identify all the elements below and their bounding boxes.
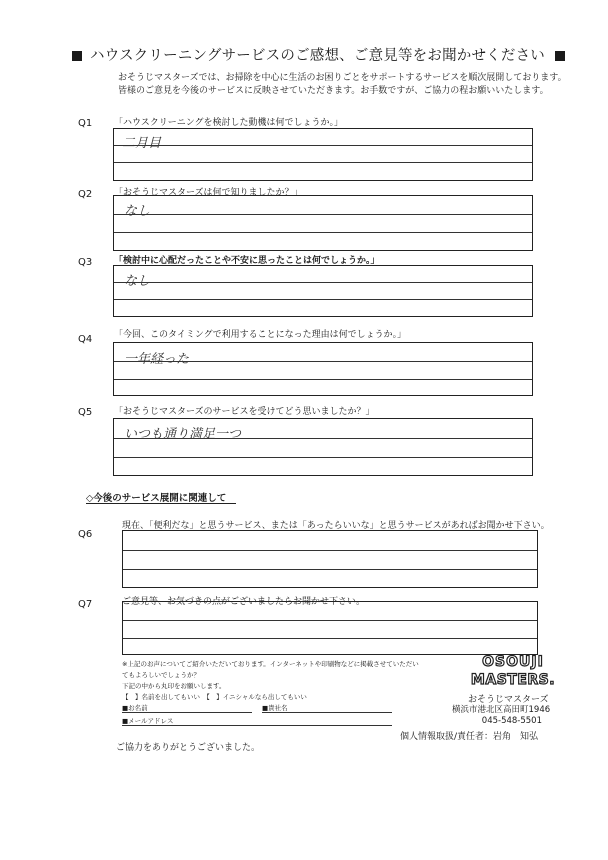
name-field[interactable] — [122, 712, 252, 713]
question-number: Q5 — [78, 407, 93, 418]
handwritten-answer: なし — [124, 274, 151, 289]
address-line: 横浜市港北区高田町1946 — [452, 705, 551, 715]
company-field[interactable] — [262, 712, 392, 713]
answer-box-q1[interactable] — [113, 128, 533, 181]
note-line: 下記の中から丸印をお願いします。 — [122, 682, 226, 690]
section-heading: ◇今後のサービス展開に関連して — [86, 493, 227, 504]
question-text: 「おそうじマスターズは何で知りましたか？」 — [114, 188, 303, 198]
question-text: 「今回、このタイミングで利用することになった理由は何でしょうか。」 — [114, 330, 407, 340]
question-number: Q7 — [78, 599, 93, 610]
answer-box-q2[interactable] — [113, 195, 533, 251]
question-text: 現在、「便利だな」と思うサービス、または「あったらいいな」と思うサービスがあればお聞かせ下さい。 — [122, 521, 550, 531]
answer-box-q7[interactable] — [122, 601, 538, 655]
square-bullet-icon — [555, 51, 565, 61]
question-text: ご意見等、お気づきの点がございましたらお聞かせ下さい。 — [122, 597, 366, 607]
question-text: 「検討中に心配だったことや不安に思ったことは何でしょうか。」 — [114, 256, 380, 266]
square-bullet-icon — [72, 51, 82, 61]
intro-line: おそうじマスターズでは、お掃除を中心に生活のお困りごとをサポートするサービスを順次展開しております。 — [118, 73, 567, 83]
company-name: おそうじマスターズ — [468, 695, 549, 705]
company-logo — [468, 650, 558, 690]
question-number: Q3 — [78, 257, 93, 268]
thanks-text: ご協力をありがとうございました。 — [116, 743, 261, 753]
intro-line: 皆様のご意見を今後のサービスに反映させていただきます。お手数ですが、ご協力の程お願いいたします。 — [118, 86, 549, 96]
handwritten-answer: いつも通り満足一つ — [124, 427, 242, 442]
page-title — [72, 44, 572, 65]
handwritten-answer: なし — [124, 204, 151, 219]
note-line: ※上記のお声についてご紹介いただいております。インターネットや印刷物などに掲載させていただいてもよろしいでしょうか？ — [122, 660, 419, 679]
question-text: 「おそうじマスターズのサービスを受けてどう思いましたか？」 — [114, 407, 375, 417]
logo-line-1: OSOUJI — [482, 654, 544, 670]
name-label: ■お名前 — [122, 704, 148, 712]
question-number: Q4 — [78, 334, 93, 345]
question-number: Q6 — [78, 529, 93, 540]
email-field[interactable] — [122, 725, 392, 726]
question-number: Q2 — [78, 189, 93, 200]
privacy-officer: 個人情報取扱/責任者：岩角 知弘 — [400, 732, 539, 742]
intro-text — [118, 72, 568, 98]
company-address — [452, 705, 551, 727]
handwritten-answer: 一年経った — [124, 352, 190, 367]
title-text: ハウスクリーニングサービスのご感想、ご意見等をお聞かせください — [90, 48, 545, 64]
company-label: ■貴社名 — [262, 704, 288, 712]
consent-options[interactable]: 【 】名前を出してもいい 【 】イニシャルなら出してもいい — [122, 693, 307, 701]
handwritten-answer: 二月目 — [122, 136, 162, 151]
phone-number: 045-548-5501 — [481, 716, 542, 726]
logo-line-2: MASTERS. — [470, 672, 556, 688]
consent-note — [122, 659, 422, 703]
answer-box-q3[interactable] — [113, 265, 533, 317]
question-text: 「ハウスクリーニングを検討した動機は何でしょうか。」 — [114, 118, 344, 128]
section-underline — [86, 503, 236, 504]
question-number: Q1 — [78, 118, 93, 129]
answer-box-q6[interactable] — [122, 530, 538, 588]
email-label: ■メールアドレス — [122, 717, 174, 725]
